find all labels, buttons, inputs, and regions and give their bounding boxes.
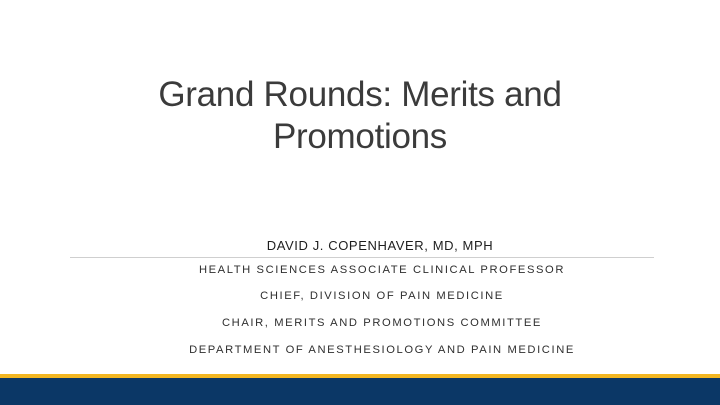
author-name: DAVID J. COPENHAVER, MD, MPH <box>266 238 494 253</box>
slide-title <box>60 74 660 158</box>
title-line-1: Grand Rounds: Merits and <box>158 75 562 114</box>
divider-line <box>70 257 654 258</box>
author-division: CHIEF, DIVISION OF PAIN MEDICINE <box>260 290 504 302</box>
title-line-2: Promotions <box>272 117 448 156</box>
author-position: HEALTH SCIENCES ASSOCIATE CLINICAL PROFESSOR <box>198 264 566 276</box>
author-committee: CHAIR, MERITS AND PROMOTIONS COMMITTEE <box>222 317 542 329</box>
author-department: DEPARTMENT OF ANESTHESIOLOGY AND PAIN MEDICINE <box>189 344 575 356</box>
footer-navy-bar <box>0 378 720 405</box>
